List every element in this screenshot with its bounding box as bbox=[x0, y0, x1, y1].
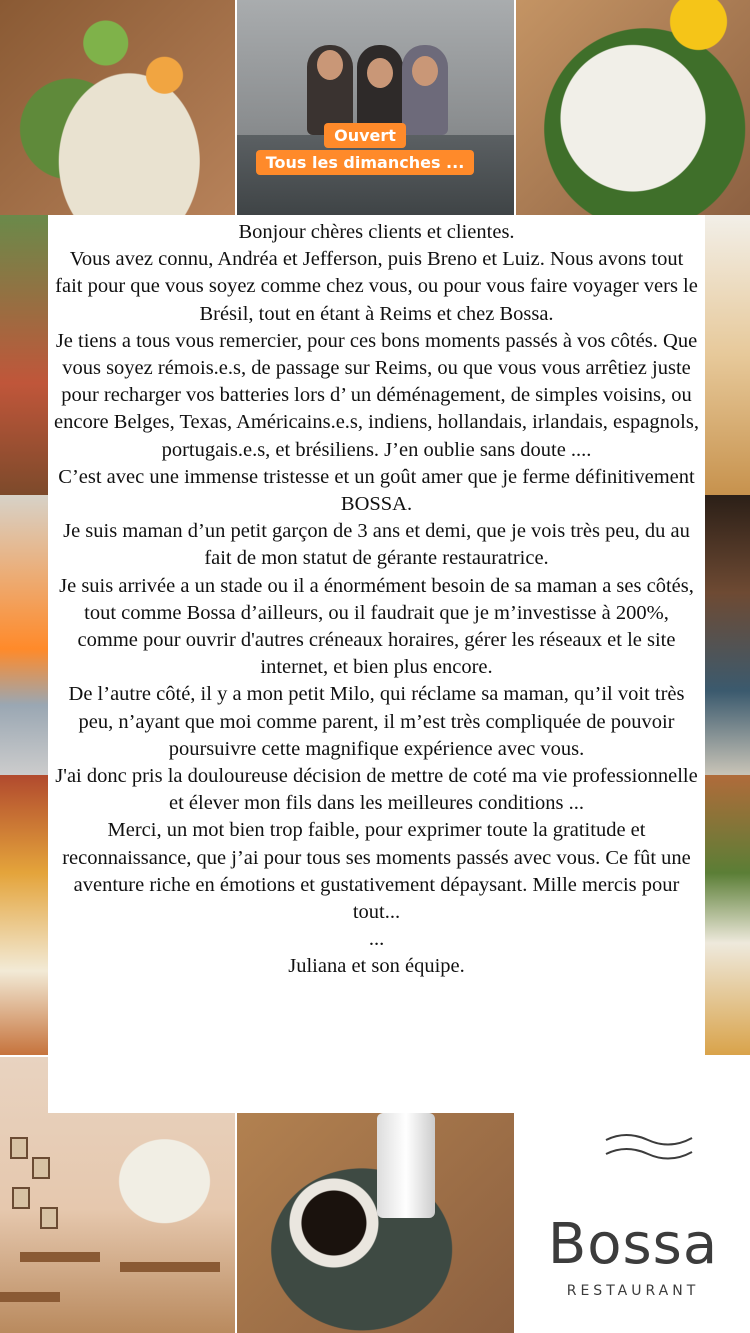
farewell-letter-text bbox=[48, 215, 705, 981]
staff-head bbox=[367, 58, 393, 88]
staff-head bbox=[317, 50, 343, 80]
letter-line: J'ai donc pris la douloureuse décision de mettre de coté ma vie professionnelle et élever mon fils dans les meilleures conditions ... bbox=[55, 765, 698, 815]
brand-name: Bossa bbox=[547, 1212, 719, 1277]
espresso-photo bbox=[237, 1113, 514, 1333]
open-sign bbox=[250, 122, 480, 176]
farewell-letter-panel bbox=[48, 215, 705, 1113]
staff-head bbox=[412, 56, 438, 86]
letter-line: C’est avec une immense tristesse et un goût amer que je ferme définitivement BOSSA. bbox=[58, 465, 695, 516]
letter-line: Je tiens a tous vous remercier, pour ces bons moments passés à vos côtés. Que vous soyez rémois.e.s, de passage sur Reims, ou que vous vous arrêtiez juste pour recharger vos batteries lors d’ un déménagement, de simples voisins, ou encore Belges, Texas, Américains.e.s, indiens, hollandais, irlandais, espagnols, portugais.e.s, et brésiliens. J’en oublie sans doute .... bbox=[54, 329, 699, 461]
letter-line: De l’autre côté, il y a mon petit Milo, qui réclame sa maman, qu’il voit très peu, n’ayant que moi comme parent, il m’est très compliquée de pouvoir poursuivre cette magnifique expérience avec vous. bbox=[68, 683, 685, 760]
dining-table bbox=[0, 1292, 60, 1302]
letter-line: Vous avez connu, Andréa et Jefferson, puis Breno et Luiz. Nous avons tout fait pour que vous soyez comme chez vous, ou pour vous faire voyager vers le Brésil, tout en étant à Reims et chez Bossa. bbox=[55, 248, 698, 325]
wall-frame bbox=[12, 1187, 30, 1209]
salad-photo bbox=[0, 0, 235, 215]
side-coffee-photo bbox=[705, 495, 750, 775]
letter-line: Merci, un mot bien trop faible, pour exprimer toute la gratitude et reconnaissance, que j’ai pour tous ses moments passés avec vous. Ce fût une aventure riche en émotions et gustativement dépaysant. Mille mercis pour tout... bbox=[62, 819, 691, 924]
staff-photo bbox=[237, 0, 514, 215]
letter-line: Je suis maman d’un petit garçon de 3 ans et demi, que je vois très peu, du au fait de mon statut de gérante restauratrice. bbox=[63, 520, 690, 570]
letter-line: Bonjour chères clients et clientes. bbox=[238, 221, 515, 243]
open-sign-line2: Tous les dimanches ... bbox=[256, 150, 475, 175]
side-food-photo bbox=[0, 215, 48, 495]
side-shop-photo bbox=[0, 495, 48, 775]
tapioca-photo bbox=[516, 0, 750, 215]
letter-line: ... bbox=[368, 928, 385, 951]
dining-table bbox=[120, 1262, 220, 1272]
side-plate-photo bbox=[705, 775, 750, 1055]
side-dish-photo bbox=[0, 775, 48, 1055]
open-sign-line1: Ouvert bbox=[324, 123, 406, 148]
letter-line: Je suis arrivée a un stade ou il a énormément besoin de sa maman a ses côtés, tout comme Bossa d’ailleurs, ou il faudrait que je m’investisse à 200%, comme pour ouvrir d'autres créneaux horaires, gérer les réseaux et le site internet, et bien plus encore. bbox=[59, 574, 694, 679]
dining-table bbox=[20, 1252, 100, 1262]
side-latte-photo bbox=[705, 215, 750, 495]
wall-frame bbox=[32, 1157, 50, 1179]
brand-subtitle: RESTAURANT bbox=[566, 1283, 700, 1299]
letter-signature: Juliana et son équipe. bbox=[288, 955, 465, 978]
sugar-jar bbox=[377, 1113, 435, 1218]
wall-frame bbox=[10, 1137, 28, 1159]
waves-logo-icon bbox=[604, 1130, 694, 1170]
wall-frame bbox=[40, 1207, 58, 1229]
